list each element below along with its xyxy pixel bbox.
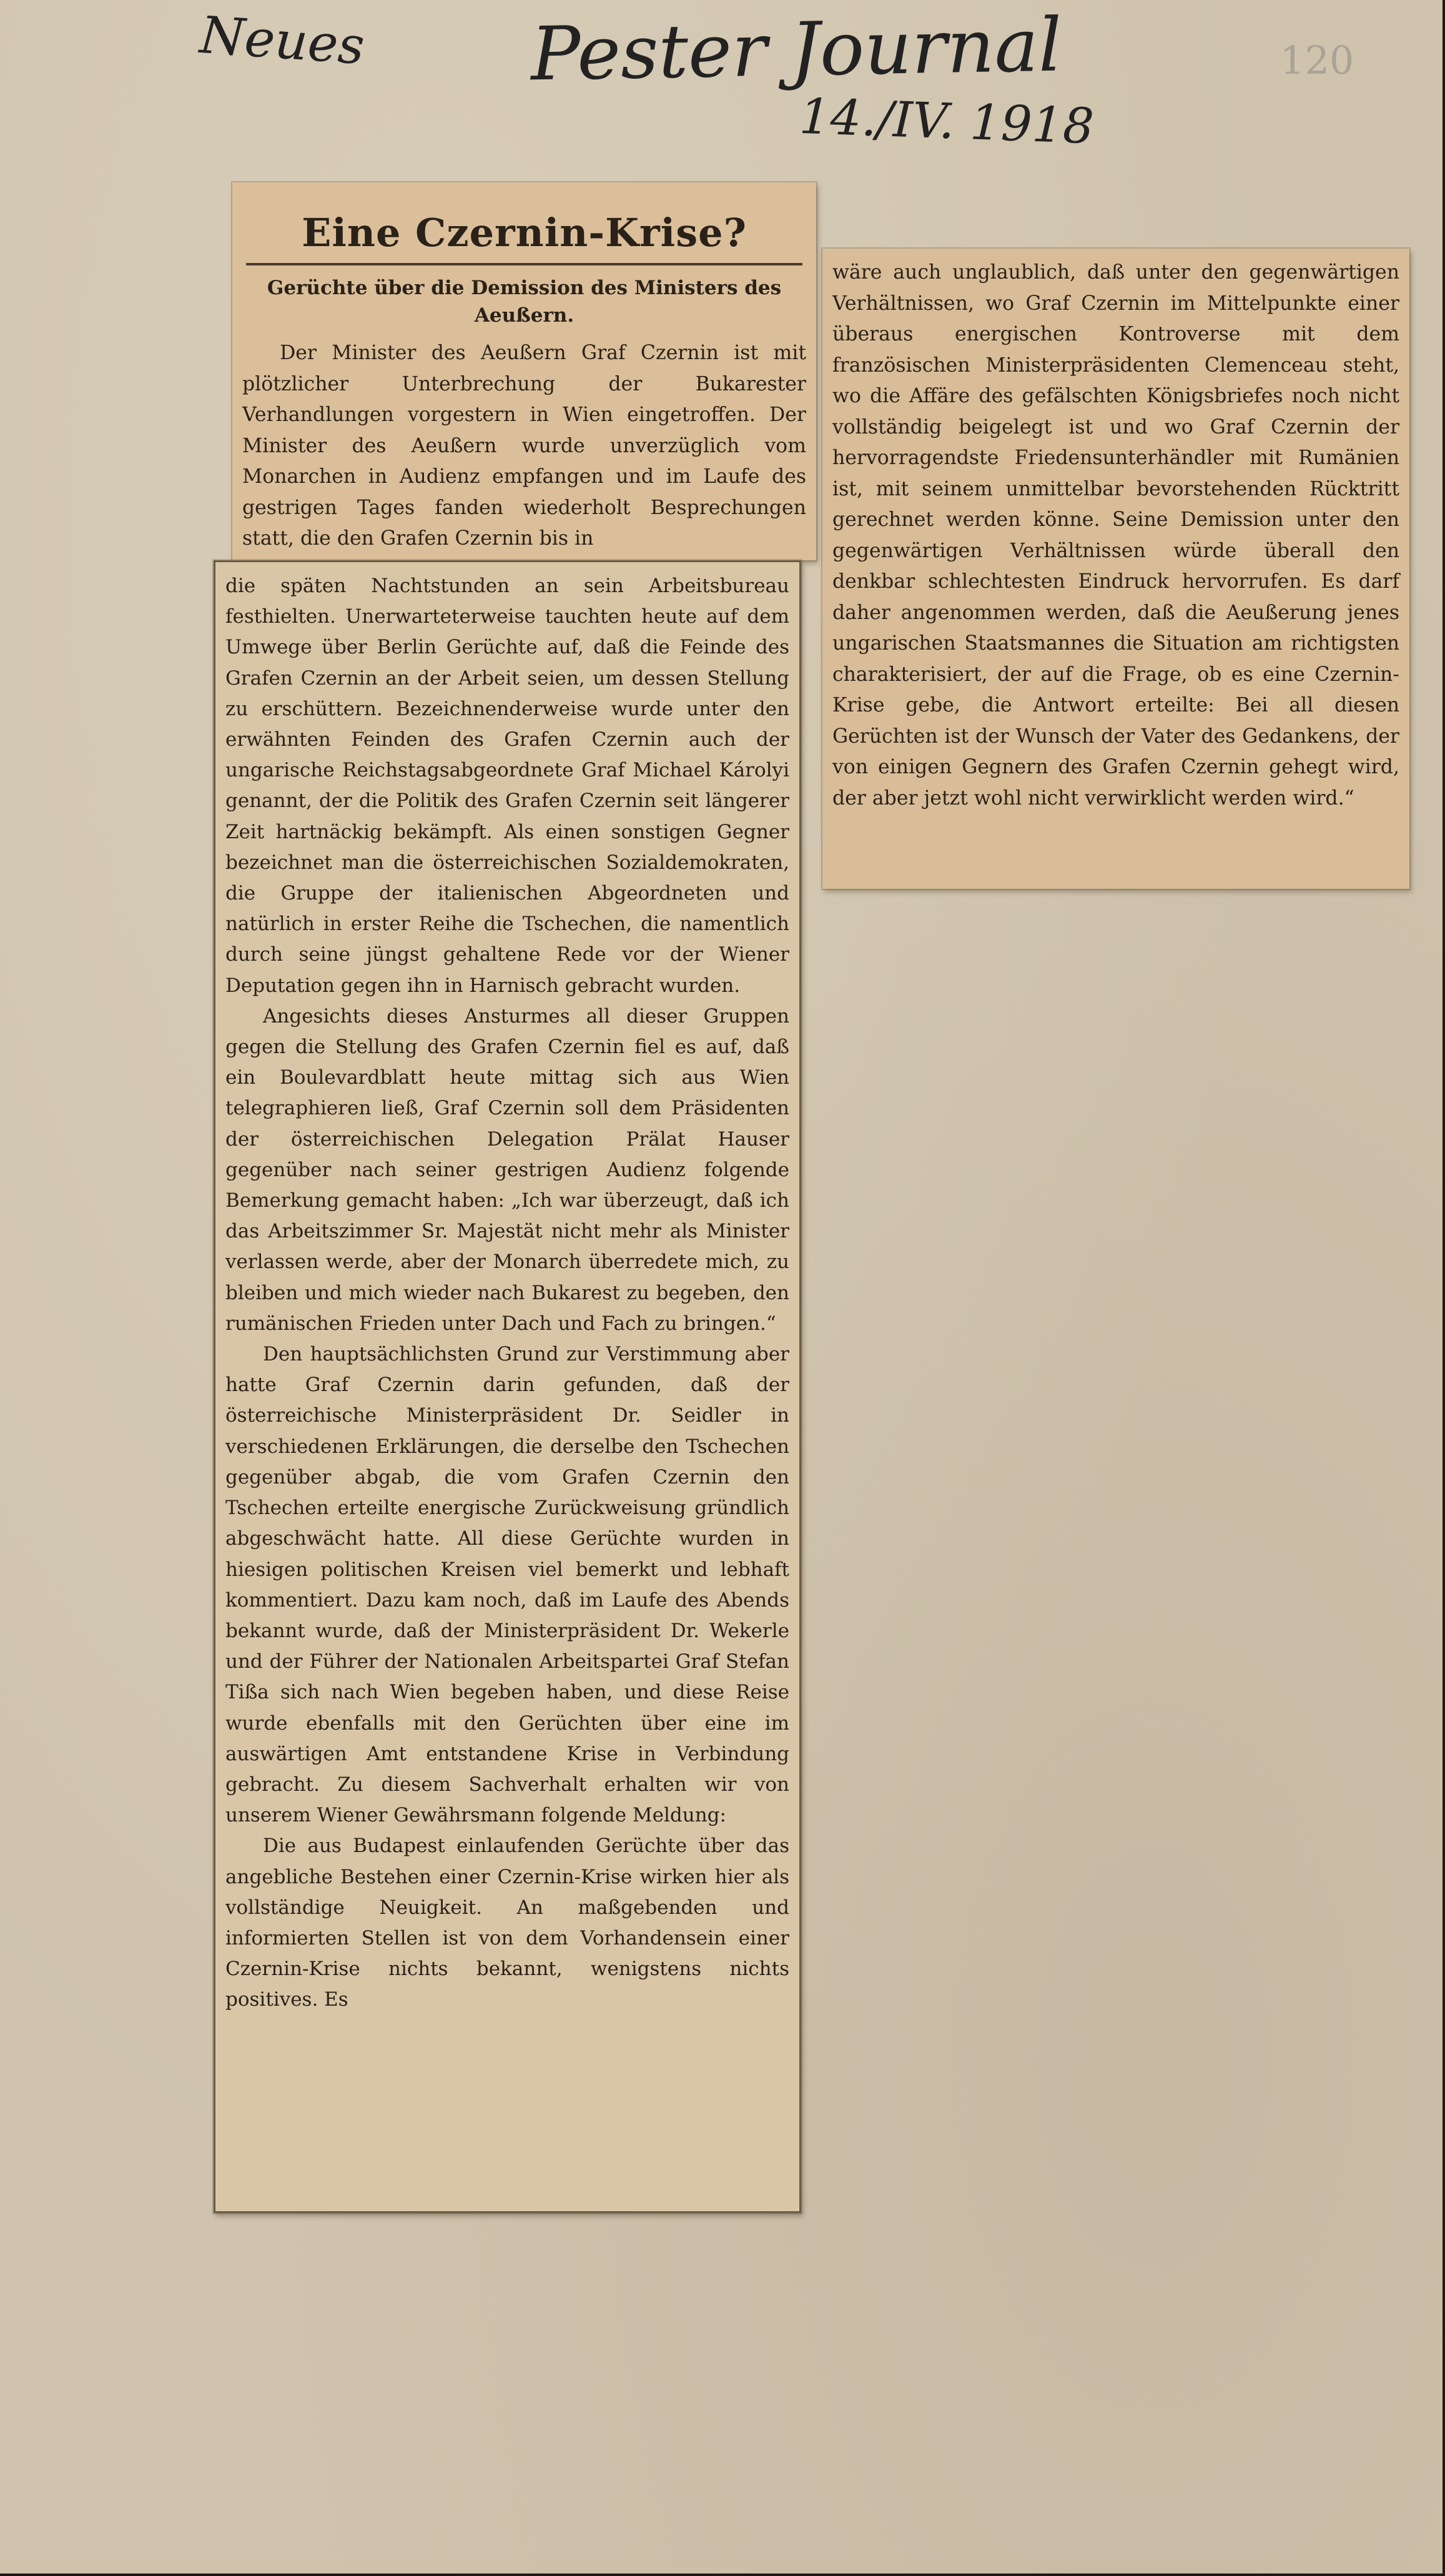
handwritten-newspaper-name: Pester Journal [530, 1, 1063, 97]
archive-number: 120 [1280, 37, 1354, 83]
article-paragraph: wäre auch unglaublich, daß unter den gegenwärtigen Verhältnissen, wo Graf Czernin im Mittelpunkte einer überaus energischen Kontroverse mit dem französischen Ministerpräsidenten Clemenceau steht, wo die Affäre des gefälschten Königsbriefes noch nicht vollständig beigelegt ist und wo Graf Czernin der hervorragendste Friedensunterhändler mit Rumänien ist, mit seinem unmittelbar bevorstehenden Rücktritt gerechnet werden könne. Seine Demission unter den gegenwärtigen Verhältnissen würde überall den denkbar schlechtesten Eindruck hervorrufen. Es darf daher angenommen werden, daß die Aeußerung jenes ungarischen Staatsmannes die Situation am richtigsten charakterisiert, der auf die Frage, ob es eine Czernin-Krise gebe, die Antwort erteilte: Bei all diesen Gerüchten ist der Wunsch der Vater des Gedankens, der von einigen Gegnern des Grafen Czernin gehegt wird, der aber jetzt wohl nicht verwirklicht werden wird.“ [832, 261, 1399, 810]
handwritten-date: 14./IV. 1918 [798, 88, 1095, 156]
article-paragraph: Angesichts dieses Ansturmes all dieser Gruppen gegen die Stellung des Grafen Czernin fiel es auf, daß ein Boulevardblatt heute mittag sich aus Wien telegraphieren ließ, Graf Czernin soll dem Präsidenten der österreichischen Delegation Prälat Hauser gegenüber nach seiner gestrigen Audienz folgende Bemerkung gemacht haben: „Ich war überzeugt, daß ich das Arbeitszimmer Sr. Majestät nicht mehr als Minister verlassen werde, aber der Monarch überredete mich, zu bleiben und mich wieder nach Bukarest zu begeben, den rumänischen Frieden unter Dach und Fach zu bringen.“ [225, 1004, 789, 1335]
clipping-left-column [214, 560, 801, 2213]
article-right-column [822, 249, 1409, 823]
article-paragraph: Der Minister des Aeußern Graf Czernin ist mit plötzlicher Unterbrechung der Bukarester Verhandlungen vorgestern in Wien eingetroffen. Der Minister des Aeußern wurde unverzüglich vom Monarchen in Audienz empfangen und im Laufe des gestrigen Tages fanden wiederholt Besprechungen statt, die den Grafen Czernin bis in [242, 342, 806, 550]
article-header-column [232, 182, 816, 560]
clipping-header [232, 182, 816, 560]
article-paragraph: die späten Nachtstunden an sein Arbeitsbureau festhielten. Unerwarteterweise tauchten heute auf dem Umwege über Berlin Gerüchte auf, daß die Feinde des Grafen Czernin an der Arbeit seien, um dessen Stellung zu erschüttern. Bezeichnenderweise wurde unter den erwähnten Feinden des Grafen Czernin auch der ungarische Reichstagsabgeordnete Graf Michael Károlyi genannt, der die Politik des Grafen Czernin seit längerer Zeit hartnäckig bekämpft. Als einen sonstigen Gegner bezeichnet man die österreichischen Sozialdemokraten, die Gruppe der italienischen Abgeordneten und natürlich in erster Reihe die Tschechen, die namentlich durch seine jüngst gehaltene Rede vor der Wiener Deputation gegen ihn in Harnisch gebracht wurden. [225, 575, 789, 997]
handwritten-publication-word: Neues [198, 5, 367, 77]
article-subheadline: Gerüchte über die Demission des Ministers des Aeußern. [267, 277, 782, 327]
article-paragraph: Den hauptsächlichsten Grund zur Verstimmung aber hatte Graf Czernin darin gefunden, daß der österreichische Ministerpräsident Dr. Seidler in verschiedenen Erklärungen, die derselbe den Tschechen gegenüber abgab, die vom Grafen Czernin den Tschechen erteilte energische Zurückweisung gründlich abgeschwächt hatte. All diese Gerüchte wurden in hiesigen politischen Kreisen viel bemerkt und lebhaft kommentiert. Dazu kam noch, daß im Laufe des Abends bekannt wurde, daß der Ministerpräsident Dr. Wekerle und der Führer der Nationalen Arbeitspartei Graf Stefan Tißa sich nach Wien begeben haben, und diese Reise wurde ebenfalls mit den Gerüchten über eine im auswärtigen Amt entstandene Krise in Verbindung gebracht. Zu diesem Sachverhalt erhalten wir von unserem Wiener Gewährsmann folgende Meldung: [225, 1343, 789, 1827]
article-paragraph: Die aus Budapest einlaufenden Gerüchte über das angebliche Bestehen einer Czernin-Krise wirken hier als vollständige Neuigkeit. An maßgebenden und informierten Stellen ist von dem Vorhandensein einer Czernin-Krise nichts bekannt, wenigstens nichts positives. Es [225, 1835, 789, 2011]
article-left-column [215, 562, 799, 2024]
article-headline: Eine Czernin-Krise? [302, 210, 747, 255]
clipping-right-column [822, 249, 1409, 889]
headline-rule [246, 263, 802, 265]
